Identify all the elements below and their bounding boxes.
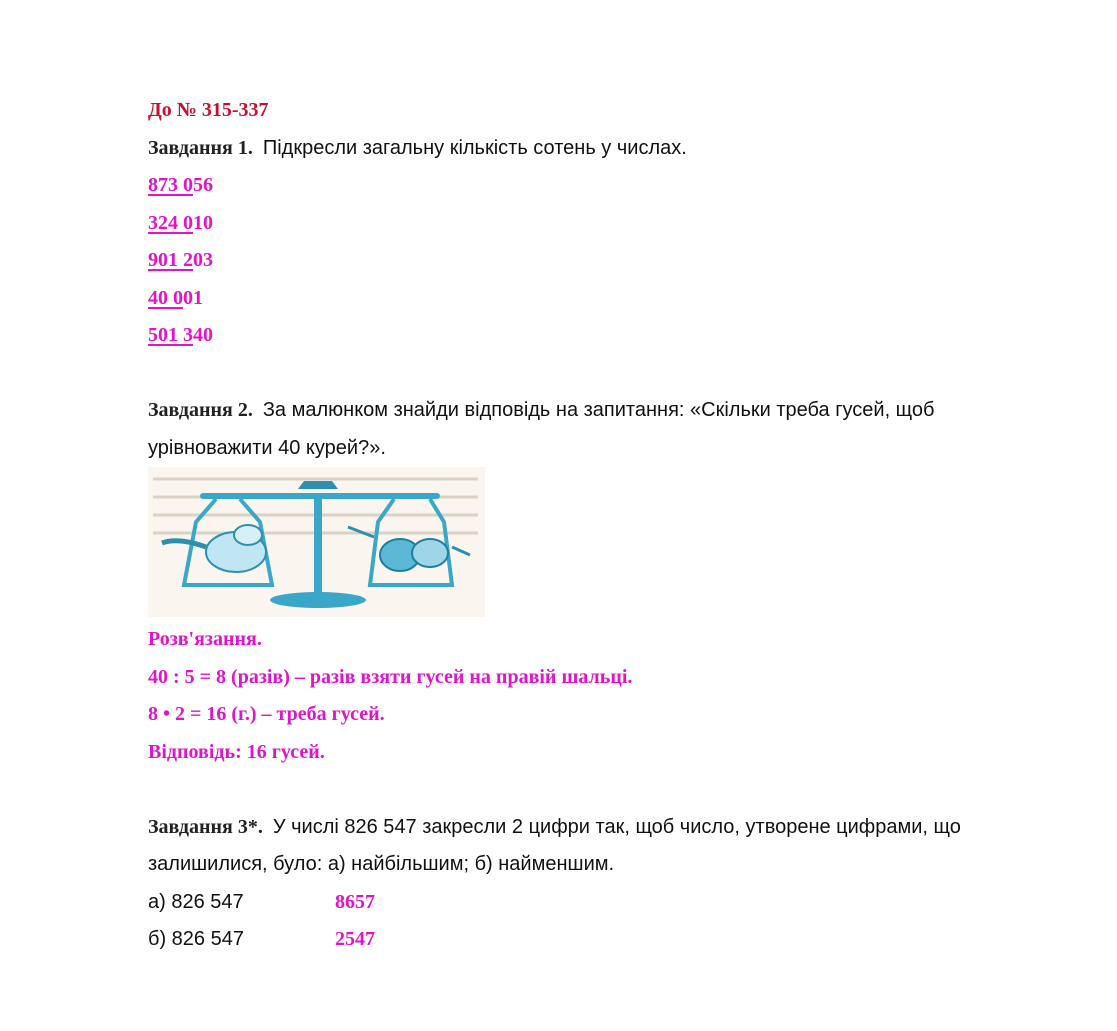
task1-number-row bbox=[148, 205, 1048, 243]
task1-statement bbox=[148, 130, 1048, 168]
task2-statement-line1 bbox=[148, 392, 1048, 430]
number-remainder: 03 bbox=[193, 249, 213, 271]
number-remainder: 40 bbox=[193, 324, 213, 346]
task3-item-answer: 8657 bbox=[335, 890, 375, 913]
task2-text-line2: урівноважити 40 курей?». bbox=[148, 436, 386, 459]
section-title: До № 315-337 bbox=[148, 99, 269, 121]
task3-text-line1: У числі 826 547 закресли 2 цифри так, щоб число, утворене цифрами, що bbox=[272, 815, 961, 838]
underlined-hundreds: 324 0 bbox=[148, 211, 193, 234]
number-remainder: 56 bbox=[193, 174, 213, 196]
task1-text: Підкресли загальну кількість сотень у числах. bbox=[262, 136, 687, 159]
task1-number-row bbox=[148, 242, 1048, 280]
balance-scale-with-birds-icon bbox=[148, 467, 485, 617]
task3-item-label: б) 826 547 bbox=[148, 928, 244, 950]
task1-number-row bbox=[148, 280, 1048, 318]
solution-step-2: 8 • 2 = 16 (г.) – треба гусей. bbox=[148, 703, 385, 725]
underlined-hundreds: 901 2 bbox=[148, 249, 193, 271]
underlined-hundreds: 40 0 bbox=[148, 286, 183, 309]
task3-text-line2: залишилися, було: а) найбільшим; б) найменшим. bbox=[148, 853, 615, 875]
spacer bbox=[148, 771, 1048, 809]
task1-number-row bbox=[148, 317, 1048, 355]
spacer bbox=[148, 355, 1048, 393]
task3-item-b bbox=[148, 921, 1048, 959]
task3-label: Завдання 3*. bbox=[148, 815, 263, 838]
task1-label: Завдання 1. bbox=[148, 136, 253, 159]
task1-number-row bbox=[148, 167, 1048, 205]
document-page bbox=[148, 92, 1048, 959]
underlined-hundreds: 873 0 bbox=[148, 174, 193, 196]
solution-heading: Розв'язання. bbox=[148, 628, 262, 650]
task3-item-answer: 2547 bbox=[335, 928, 375, 950]
task3-item-label: а) 826 547 bbox=[148, 890, 244, 913]
task3-statement-line1 bbox=[148, 809, 1048, 847]
task2-label: Завдання 2. bbox=[148, 399, 253, 421]
task2-text-line1: За малюнком знайди відповідь на запитання: «Скільки треба гусей, щоб bbox=[262, 399, 935, 421]
number-remainder: 10 bbox=[193, 211, 213, 234]
underlined-hundreds: 501 3 bbox=[148, 324, 193, 346]
solution-step-1: 40 : 5 = 8 (разів) – разів взяти гусей на правій шальці. bbox=[148, 665, 633, 688]
task3-item-a bbox=[148, 884, 1048, 922]
solution-answer: Відповідь: 16 гусей. bbox=[148, 740, 325, 763]
number-remainder: 01 bbox=[183, 286, 203, 309]
